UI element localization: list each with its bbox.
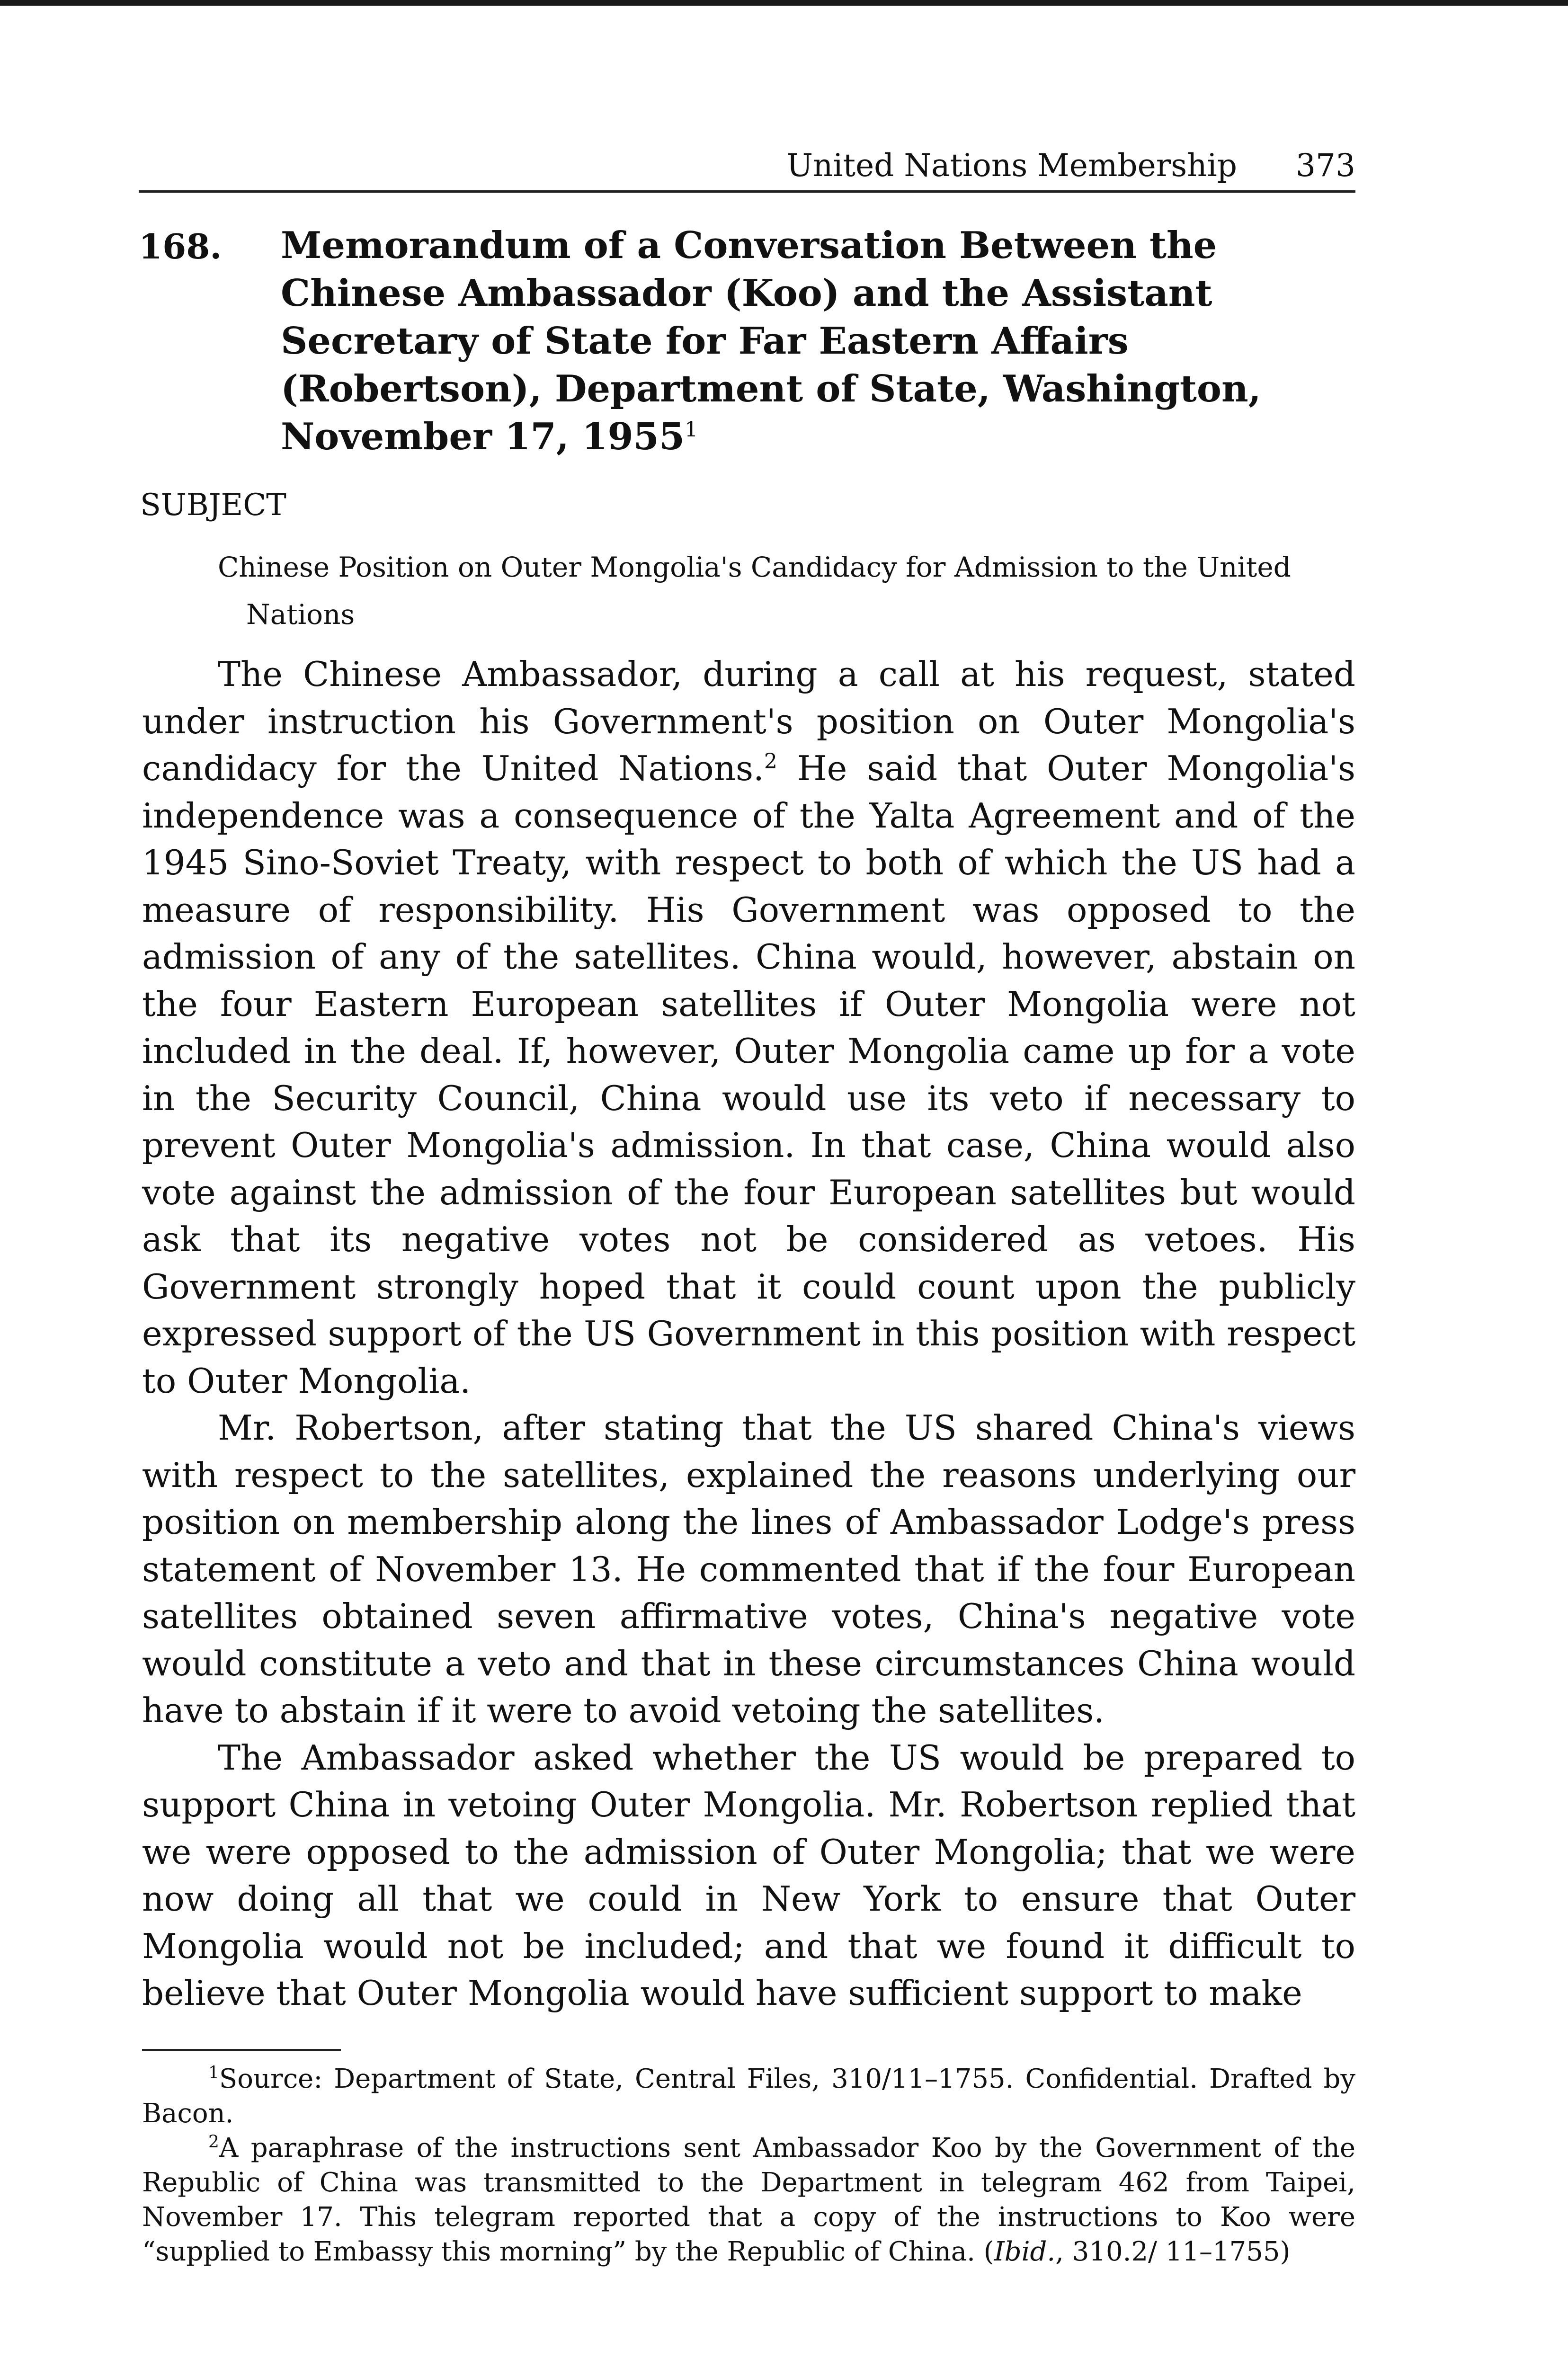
footnote-2 (142, 2131, 1355, 2269)
subject-label: SUBJECT (140, 488, 286, 523)
page-number: 373 (1296, 147, 1355, 184)
footnote-ref-2: 2 (764, 749, 777, 774)
document-title (281, 222, 1355, 461)
footnote-1-text: Source: Department of State, Central Files, 310/11–1755. Confidential. Drafted by Bacon. (142, 2064, 1355, 2129)
paragraph-1 (142, 651, 1355, 1405)
footnote-2-ibid: Ibid. (994, 2236, 1056, 2267)
paragraph-3: The Ambassador asked whether the US would be prepared to support China in vetoing Outer Mongolia. Mr. Robertson replied that we were opposed to the admission of Outer Mongolia; that we were now doing all that we could in New York to ensure that Outer Mongolia would not be included; and that we found it difficult to believe that Outer Mongolia would have sufficient support to make (142, 1737, 1355, 2013)
paragraph-1-part-b: He said that Outer Mongolia's independence was a consequence of the Yalta Agreement and of the 1945 Sino-Soviet Treaty, with respect to both of which the US had a measure of responsibility. His Government was opposed to the admission of any of the satellites. China would, however, abstain on the four Eastern European satellites if Outer Mongolia were not included in the deal. If, however, Outer Mongolia came up for a vote in the Security Council, China would use its veto if necessary to prevent Outer Mongolia's admission. In that case, China would also vote against the admission of the four European satellites but would ask that its negative votes not be considered as vetoes. His Government strongly hoped that it could count upon the publicly expressed support of the US Government in this position with respect to Outer Mongolia. (142, 748, 1356, 1401)
footnotes (142, 2062, 1355, 2269)
document-title-text: Memorandum of a Conversation Between the Chinese Ambassador (Koo) and the Assistant Secretary of State for Far Eastern Affairs (Robertson), Department of State, Washington, November 17, 1955 (281, 224, 1261, 458)
footnote-separator (142, 2049, 341, 2051)
footnote-1-mark: 1 (208, 2063, 219, 2083)
memorandum-body (142, 651, 1355, 2017)
footnote-2-tail: , 310.2/ 11–1755) (1055, 2236, 1291, 2267)
paragraph-2: Mr. Robertson, after stating that the US shared China's views with respect to the satellites, explained the reasons underlying our position on membership along the lines of Ambassador Lodge's press statement of November 13. He commented that if the four European satellites obtained seven affirmative votes, China's negative vote would constitute a veto and that in these circumstances China would have to abstain if it were to avoid vetoing the satellites. (142, 1408, 1355, 1730)
footnote-ref-1: 1 (685, 418, 698, 442)
subject-text: Chinese Position on Outer Mongolia's Candidacy for Admission to the United Nations (218, 551, 1291, 631)
page-header (139, 138, 1355, 193)
footnote-2-mark: 2 (208, 2132, 219, 2152)
footnote-2-text: A paraphrase of the instructions sent Ambassador Koo by the Government of the Republic of China was transmitted to the Department in telegram 462 from Taipei, November 17. This telegram reported that a copy of the instructions to Koo were “supplied to Embassy this morning” by the Republic of China. ( (142, 2133, 1355, 2267)
running-title: United Nations Membership (786, 147, 1237, 184)
paragraph-1-part-a: The Chinese Ambassador, during a call at his request, stated under instruction his Government's position on Outer Mongolia's candidacy for the United Nations. (142, 654, 1355, 788)
top-border-rule (0, 0, 1568, 6)
footnote-1 (142, 2062, 1355, 2131)
document-number: 168. (139, 226, 222, 267)
